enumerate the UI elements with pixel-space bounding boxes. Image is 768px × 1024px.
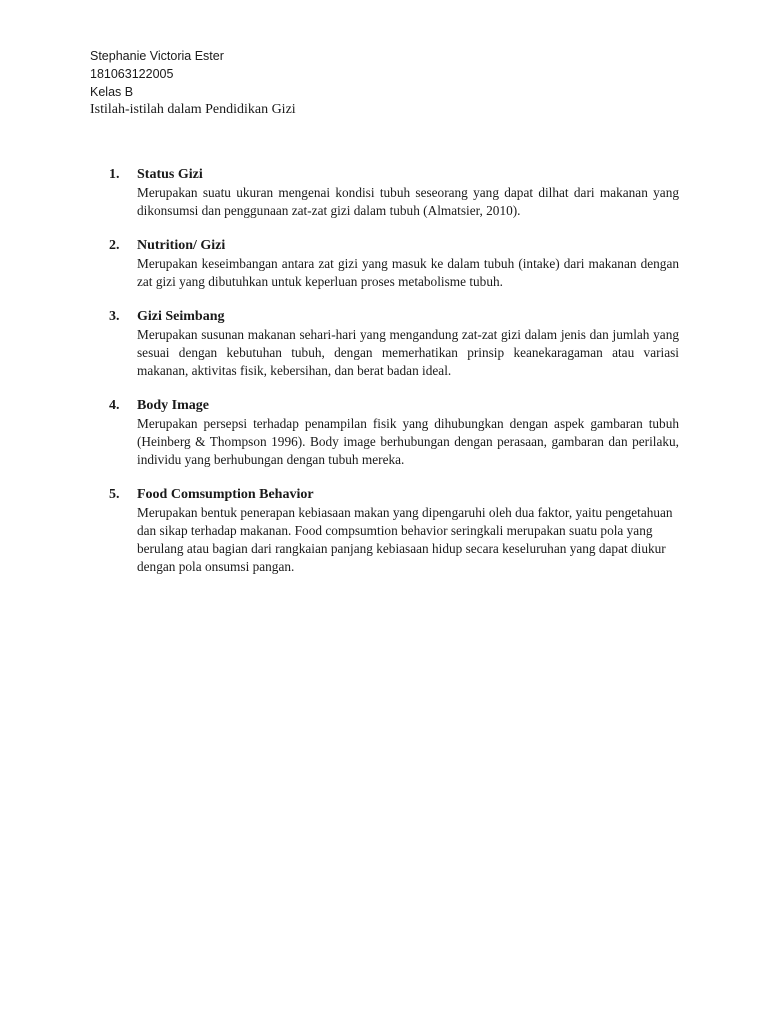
item-number: 4. — [109, 398, 120, 413]
item-title: Nutrition/ Gizi — [137, 238, 226, 253]
item-title: Gizi Seimbang — [137, 309, 225, 324]
item-title: Body Image — [137, 398, 209, 413]
list-item — [109, 486, 679, 576]
terms-list — [109, 166, 679, 593]
item-body: Merupakan suatu ukuran mengenai kondisi tubuh seseorang yang dapat dilhat dari makanan yang dikonsumsi dan penggunaan zat-zat gizi dalam tubuh (Almatsier, 2010). — [137, 185, 679, 218]
list-item — [109, 166, 679, 220]
class-label: Kelas B — [90, 85, 134, 99]
item-body: Merupakan keseimbangan antara zat gizi yang masuk ke dalam tubuh (intake) dari makanan dengan zat gizi yang dibutuhkan untuk keperluan proses metabolisme tubuh. — [137, 256, 679, 289]
item-body: Merupakan bentuk penerapan kebiasaan makan yang dipengaruhi oleh dua faktor, yaitu pengetahuan dan sikap terhadap makanan. Food compsumtion behavior seringkali merupakan suatu pola yang berulang atau bagian dari rangkaian panjang kebiasaan hidup secara keseluruhan yang dapat diukur dengan pola onsumsi pangan. — [137, 505, 673, 574]
item-body: Merupakan susunan makanan sehari-hari yang mengandung zat-zat gizi dalam jenis dan jumlah yang sesuai dengan kebutuhan tubuh, dengan memerhatikan prinsip keanekaragaman atau variasi makanan, aktivitas fisik, kebersihan, dan berat badan ideal. — [137, 327, 679, 378]
student-id: 181063122005 — [90, 67, 174, 81]
document-header — [90, 47, 690, 119]
item-title: Status Gizi — [137, 167, 203, 182]
item-number: 3. — [109, 309, 120, 324]
item-number: 5. — [109, 487, 120, 502]
document-title: Istilah-istilah dalam Pendidikan Gizi — [90, 102, 296, 117]
item-body: Merupakan persepsi terhadap penampilan fisik yang dihubungkan dengan aspek gambaran tubuh (Heinberg & Thompson 1996). Body image berhubungan dengan perasaan, gambaran dan perilaku, individu yang berhubungan dengan tubuh mereka. — [137, 416, 679, 467]
list-item — [109, 397, 679, 469]
item-title: Food Comsumption Behavior — [137, 487, 314, 502]
item-number: 1. — [109, 167, 120, 182]
item-number: 2. — [109, 238, 120, 253]
list-item — [109, 237, 679, 291]
list-item — [109, 308, 679, 380]
author-name: Stephanie Victoria Ester — [90, 49, 224, 63]
